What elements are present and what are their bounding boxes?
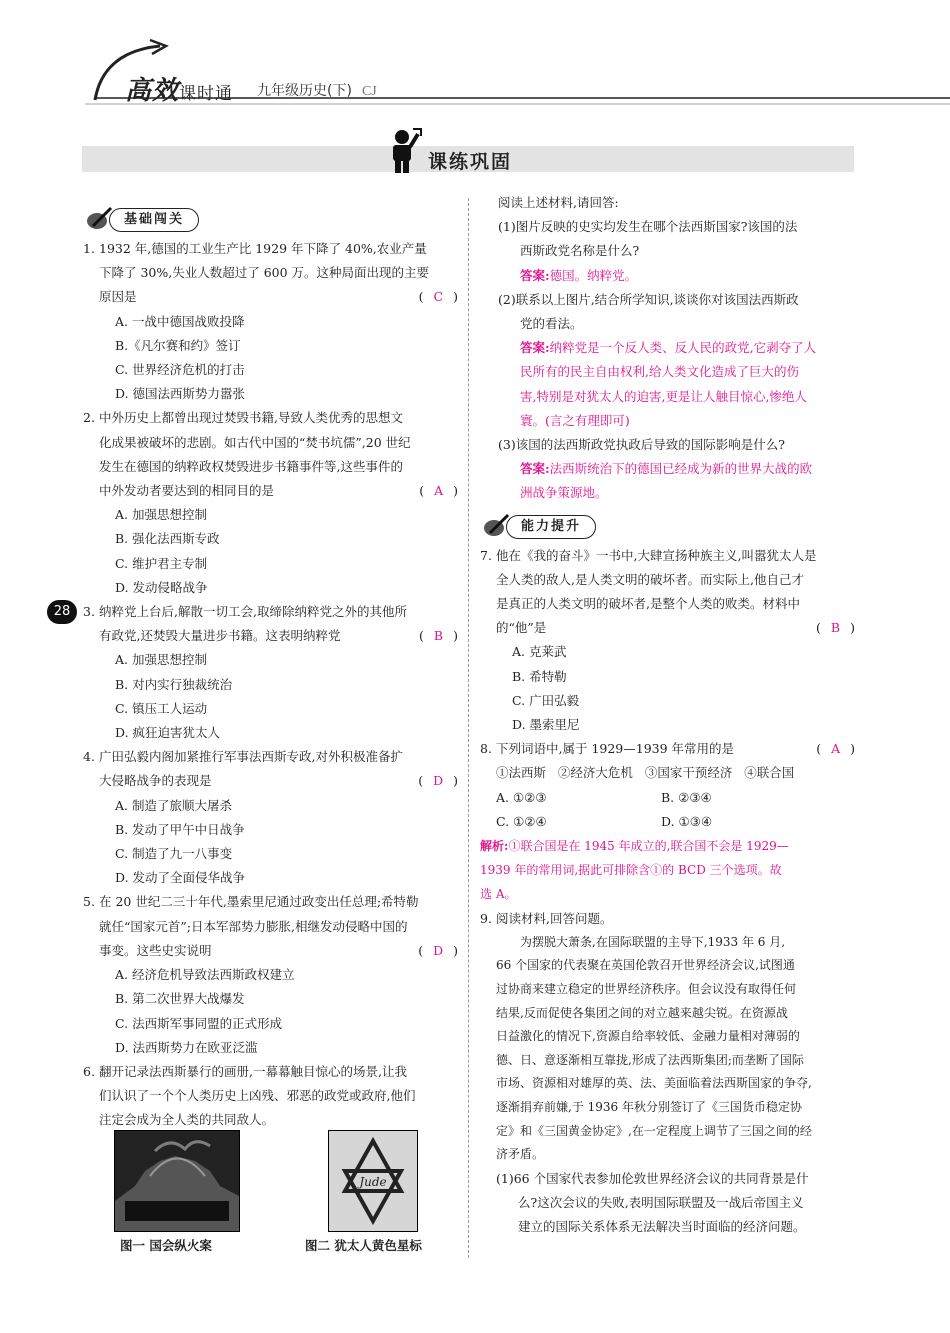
option-row: A. ①②③ B. ②③④ [496,789,712,805]
answer-bracket: ( B ) [419,628,458,644]
question-6 [83,1060,458,1133]
question-number: 4. [83,749,95,765]
question-text: 建立的国际关系体系无法解决当时面临的经济问题。 [518,1219,806,1235]
figure-1-caption: 图一 国会纵火案 [120,1238,212,1253]
answer-bracket: ( A ) [816,741,855,757]
section-advanced [480,510,855,540]
answer-bracket: ( C ) [418,289,458,305]
option-row: C. ①②④ D. ①③④ [496,813,713,829]
answer-text: 洲战争策源地。 [520,485,608,501]
option: C. 镇压工人运动 [115,700,208,716]
option: B. 对内实行独裁统治 [115,676,233,692]
answer-text: 民所有的民主自由权利,给人类文化造成了巨大的伤 [520,364,799,380]
question-text: 下列词语中,属于 1929—1939 年常用的是 ( A ) [496,737,855,761]
question-number: 5. [83,894,95,910]
question-text: 就任“国家元首”;日本军部势力膨胀,相继发动侵略中国的 [99,918,408,934]
option: A. 一战中德国战败投降 [115,313,245,329]
question-text: 是真正的人类文明的破坏者,是整个人类的败类。材料中 [496,596,800,612]
question-9 [480,907,855,931]
question-text: 党的看法。 [520,316,583,332]
option: A. 制造了旅顺大屠杀 [115,797,232,813]
grade-subject: 九年级历史(下) CJ [257,83,377,99]
option: D. 法西斯势力在欧亚泛滥 [115,1039,258,1055]
question-text: 大侵略战争的表现是 ( D ) [99,769,458,793]
question-text: 翻开记录法西斯暴行的画册,一幕幕触目惊心的场景,让我 [99,1063,407,1079]
subquestion-1 [480,215,855,288]
answer-bracket: ( B ) [816,620,855,636]
question-text: 们认识了一个个人类历史上凶残、邪恶的政党或政府,他们 [99,1088,416,1104]
answer-text: 害,特别是对犹太人的迫害,更是让人触目惊心,惨绝人 [520,388,807,404]
question-text: 化成果被破坏的悲剧。如古代中国的“焚书坑儒”,20 世纪 [99,434,411,450]
question-text: 发生在德国的纳粹政权焚毁进步书籍事件等,这些事件的 [99,458,403,474]
answer-bracket: ( D ) [418,773,458,789]
question-number: 2. [83,410,95,426]
section-basic [83,203,458,233]
question-1 [83,237,458,406]
option: B. 希特勒 [512,668,567,684]
answer-text: 答案:法西斯统治下的德国已经成为新的世界大战的欧 [520,461,813,477]
question-number: 7. [480,547,492,563]
question-text: 注定会成为全人类的共同敌人。 [99,1112,275,1128]
question-items: ①法西斯 ②经济大危机 ③国家干预经济 ④联合国 [496,765,795,781]
option: B. 发动了甲午中日战争 [115,821,245,837]
question-7 [480,544,855,738]
student-figure-icon [388,128,422,174]
column-divider [468,198,469,1258]
question-text: 阅读材料,回答问题。 [496,910,613,926]
question-text: 西斯政党名称是什么? [520,243,640,259]
option: A. 加强思想控制 [115,652,207,668]
yellow-star-photo [328,1130,418,1232]
banner-title: 课练巩固 [428,151,513,173]
question-text: 中外发动者要达到的相同目的是 ( A ) [99,479,458,503]
option: A. 加强思想控制 [115,507,207,523]
option: A. 经济危机导致法西斯政权建立 [115,967,295,983]
question-text: 在 20 世纪二三十年代,墨索里尼通过政变出任总理;希特勒 [99,894,419,910]
answer-bracket: ( A ) [419,483,458,499]
question-8 [480,737,855,834]
star-label: Jude [359,1175,387,1189]
question-text: 事变。这些史实说明 ( D ) [99,939,458,963]
analysis: 解析:①联合国是在 1945 年成立的,联合国不会是 1929— 1939 年的常用词,据此可排除含①的 BCD 三个选项。故 选 A。 [480,839,789,902]
reichstag-fire-photo [114,1130,240,1232]
question-3 [83,600,458,745]
question-text: 么?这次会议的失败,表明国际联盟及一战后帝国主义 [518,1195,804,1211]
question-text: 广田弘毅内阁加紧推行军事法西斯专政,对外积极准备扩 [99,749,403,765]
question-text: 的“他”是 ( B ) [496,616,855,640]
right-column [480,191,855,1239]
question-number: 3. [83,604,95,620]
option: D. 墨索里尼 [512,717,580,733]
question-text: 阅读上述材料,请回答: [498,195,619,210]
option: C. 世界经济危机的打击 [115,362,245,378]
brand-title: 高效课时通 [125,76,234,106]
question-2 [83,406,458,600]
left-column [83,199,458,1133]
option: B. 强化法西斯专政 [115,531,220,547]
answer-bracket: ( D ) [418,942,458,958]
question-number: 9. [480,910,492,926]
page-number: 28 [47,600,77,624]
reading-passage: 为摆脱大萧条,在国际联盟的主导下,1933 年 6 月, 66 个国家的代表聚在英国伦敦召开世界经济会议,试图通 过协商来建立稳定的世界经济秩序。但会议没有取得任何 结果,反而促使各集团之间的对立越来越尖锐。在资源战 日益激化的情况下,资源自给率较低、金融力量相对薄弱的 德、日、意逐渐相互靠拢,形成了法西斯集团;而垄断了国际 市场、资源相对雄厚的英、法、美面临着法西斯国家的争夺, 逐渐捐弃前嫌,于 1936 年秋分别签订了《三国货币稳定协 定》和《三国黄金协定》,在一定程度上调节了三国之间的经 济矛盾。 [496,934,812,1162]
section-basic-label: 基础闯关 [109,208,199,232]
subquestion-2 [480,288,855,433]
question-text: 下降了 30%,失业人数超过了 600 万。这种局面出现的主要 [99,265,430,281]
question-text: (1)图片反映的史实均发生在哪个法西斯国家?该国的法 [498,219,798,235]
question-text: 原因是 ( C ) [99,285,458,309]
subquestion-3 [480,433,855,506]
answer-text: 答案:纳粹党是一个反人类、反人民的政党,它剥夺了人 [520,340,817,356]
option: D. 发动了全面侵华战争 [115,870,246,886]
answer-text: 答案:德国。纳粹党。 [520,267,638,283]
option: D. 德国法西斯势力嚣张 [115,386,246,402]
question-number: 6. [83,1063,95,1079]
option: C. 法西斯军事同盟的正式形成 [115,1015,283,1031]
question-5 [83,890,458,1059]
question-text: (3)该国的法西斯政党执政后导致的国际影响是什么? [498,437,785,453]
option: B.《凡尔赛和约》签订 [115,337,241,353]
section-advanced-label: 能力提升 [506,515,596,539]
question-text: (2)联系以上图片,结合所学知识,谈谈你对该国法西斯政 [498,291,799,307]
question-text: (1)66 个国家代表参加伦敦世界经济会议的共同背景是什 [496,1170,809,1186]
figure-2-caption: 图二 犹太人黄色星标 [305,1238,422,1253]
option: A. 克莱武 [512,644,567,660]
question-text: 1932 年,德国的工业生产比 1929 年下降了 40%,农业产量 [99,241,427,256]
question-text: 中外历史上都曾出现过焚毁书籍,导致人类优秀的思想文 [99,410,403,426]
q9-subquestion-1 [480,1167,855,1240]
question-text: 全人类的敌人,是人类文明的破坏者。而实际上,他自己才 [496,571,804,587]
question-number: 8. [480,741,492,757]
question-text: 他在《我的奋斗》一书中,大肆宣扬种族主义,叫嚣犹太人是 [496,547,817,563]
answer-text: 寰。(言之有理即可) [520,412,630,428]
option: C. 广田弘毅 [512,692,580,708]
question-text: 纳粹党上台后,解散一切工会,取缔除纳粹党之外的其他所 [99,604,407,620]
question-number: 1. [83,241,95,256]
option: D. 发动侵略战争 [115,579,208,595]
option: C. 制造了九一八事变 [115,846,233,862]
question-text: 有政党,还焚毁大量进步书籍。这表明纳粹党 ( B ) [99,624,458,648]
option: B. 第二次世界大战爆发 [115,991,245,1007]
option: D. 疯狂迫害犹太人 [115,725,221,741]
option: C. 维护君主专制 [115,555,208,571]
question-4 [83,745,458,890]
page-header [0,0,950,110]
